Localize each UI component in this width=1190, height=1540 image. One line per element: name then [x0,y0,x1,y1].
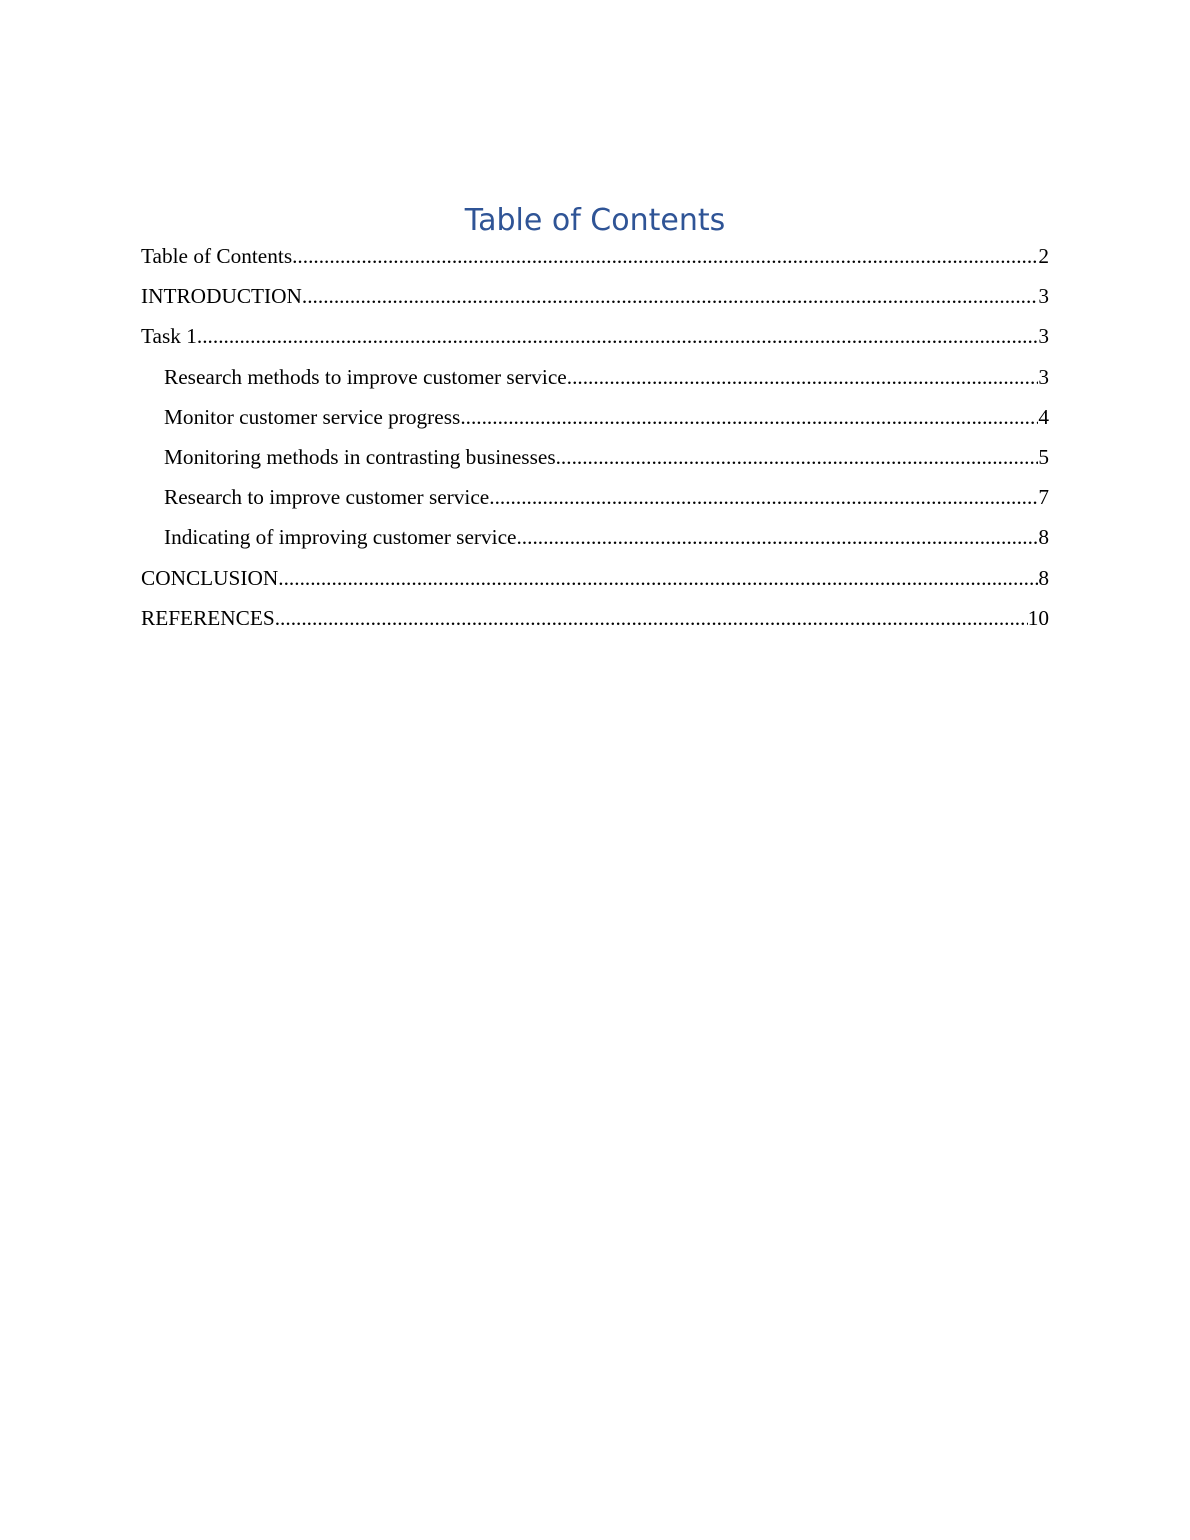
toc-entry-label: Monitoring methods in contrasting businesses [164,444,556,469]
dot-leader [275,598,1028,638]
toc-entry-monitoring-methods[interactable] [141,437,1049,477]
toc-entry-research-improve[interactable] [141,477,1049,517]
toc-entry-label: Indicating of improving customer service [164,525,517,550]
dot-leader [197,316,1038,356]
toc-entry-page: 4 [1038,404,1049,429]
toc-entry-page: 3 [1038,284,1049,309]
toc-entry-task-1[interactable] [141,316,1049,356]
toc-entry-research-methods[interactable] [141,357,1049,397]
dot-leader [556,437,1039,477]
toc-entry-page: 10 [1027,605,1049,630]
dot-leader [489,477,1038,517]
toc-entry-label: CONCLUSION [141,565,279,590]
toc-entry-page: 3 [1038,324,1049,349]
toc-entry-monitor-progress[interactable] [141,397,1049,437]
toc-entry-label: Research methods to improve customer service [164,364,567,389]
toc-entry-conclusion[interactable] [141,558,1049,598]
toc-entry-label: Table of Contents [141,244,293,268]
toc-entry-page: 8 [1038,525,1049,550]
toc-entry-label: INTRODUCTION [141,284,302,309]
toc-entry-label: Research to improve customer service [164,485,490,510]
toc-entry-page: 3 [1038,364,1049,389]
toc-entry-introduction[interactable] [141,276,1049,316]
dot-leader [460,397,1038,437]
toc-entry-page: 7 [1038,485,1049,510]
toc-entry-label: Task 1 [141,324,197,349]
toc-entry-indicating-improving[interactable] [141,517,1049,557]
dot-leader [302,276,1038,316]
dot-leader [567,357,1039,397]
toc-entry-page: 5 [1038,444,1049,469]
toc-entry-page: 8 [1038,565,1049,590]
toc-entry-label: REFERENCES [141,605,275,630]
dot-leader [278,558,1038,598]
toc-entry-references[interactable] [141,598,1049,638]
dot-leader [516,517,1038,557]
toc-heading: Table of Contents [464,203,726,238]
dot-leader [292,236,1038,276]
toc-entry-page: 2 [1038,244,1049,268]
toc-list [141,236,1049,638]
toc-entry-table-of-contents[interactable] [141,236,1049,276]
toc-entry-label: Monitor customer service progress [164,404,461,429]
